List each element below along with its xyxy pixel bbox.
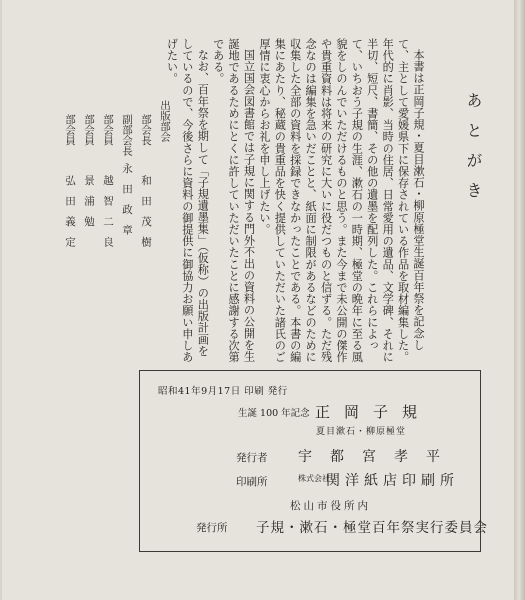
committee-member <box>100 114 115 257</box>
issuer-location: 松山市役所内 <box>290 500 371 512</box>
afterword-heading: あとがき <box>464 92 483 212</box>
committee-member-name: 永田政章 <box>121 163 133 246</box>
committee-member <box>119 114 134 257</box>
committee-member-name: 弘田義定 <box>64 174 76 257</box>
publisher-label: 発行者 <box>236 452 268 464</box>
committee-member <box>138 114 153 257</box>
printer-label: 印刷所 <box>236 476 268 488</box>
committee-member <box>62 114 77 257</box>
afterword-paragraph-2: 国立国会図書館では子規に関する門外不出の資料の公開を生誕地であるためにとくに許していただいたことに感謝する次第である。 <box>211 38 256 363</box>
committee-member-role: 部会員 <box>102 114 114 146</box>
issuer-label: 発行所 <box>196 522 228 534</box>
committee-member <box>81 114 96 257</box>
committee-heading <box>157 100 172 257</box>
publisher-name: 宇都宮孝平 <box>298 449 458 465</box>
colophon-box <box>139 370 488 552</box>
book-page <box>2 0 514 600</box>
committee-member-role: 部会員 <box>64 114 76 146</box>
committee-heading-label: 出版部会 <box>159 100 171 142</box>
issuer-name: 子規・漱石・極堂百年祭実行委員会 <box>256 520 488 536</box>
committee-member-role: 部会長 <box>140 114 152 146</box>
afterword-body <box>164 38 426 368</box>
page-edge <box>514 0 525 600</box>
committee-member-name: 越智二良 <box>102 174 114 257</box>
committee-member-role: 副部会長 <box>121 114 133 156</box>
publishing-committee <box>62 100 172 257</box>
anniversary-label: 生誕 100 年記念 <box>238 408 310 419</box>
afterword-paragraph-1: 本書は正岡子規・夏目漱石・柳原極堂生誕百年祭を記念して、主として愛媛県下に保存されている作品を取材編集した。年代的に肖影、当時の住居、日常愛用の遺品、文学碑、それに半切、短尺、書簡、その他の遺墨を配列した。これらによって、いちおう子規の生涯、漱石の一時期、極堂の晩年に至る風貌をしのんでいただけるものと思う。また今まで未公開の傑作や貴重資料は将来の研究に大いに役だつものと信ずる。ただ残念なのは編集を急いだことと、紙面に制限があるなどのために収集した全部の資料を採録できなかったことである。本書の編集にあたり、秘蔵の貴重品を快く提供していただいた諸氏のご厚情に衷心からお礼を申し上げたい。 <box>257 38 425 363</box>
committee-member-name: 和田茂樹 <box>140 174 152 257</box>
book-title: 正岡子規 <box>315 403 432 421</box>
print-date: 昭和41年9月17日 印刷 発行 <box>158 386 288 397</box>
printer-corp-mark: 株式会社 <box>298 474 330 483</box>
book-subtitle: 夏目漱石・柳原極堂 <box>316 427 407 437</box>
printer-name: 関洋紙店印刷所 <box>326 473 459 489</box>
committee-member-name: 景浦勉 <box>83 174 95 237</box>
afterword-paragraph-3: なお、百年祭を期して「子規遺墨集」（仮称）の出版計画をしているので、今後さらに資料の御提供に御協力お願い申しあげたい。 <box>165 38 210 363</box>
committee-member-role: 部会員 <box>83 114 95 146</box>
